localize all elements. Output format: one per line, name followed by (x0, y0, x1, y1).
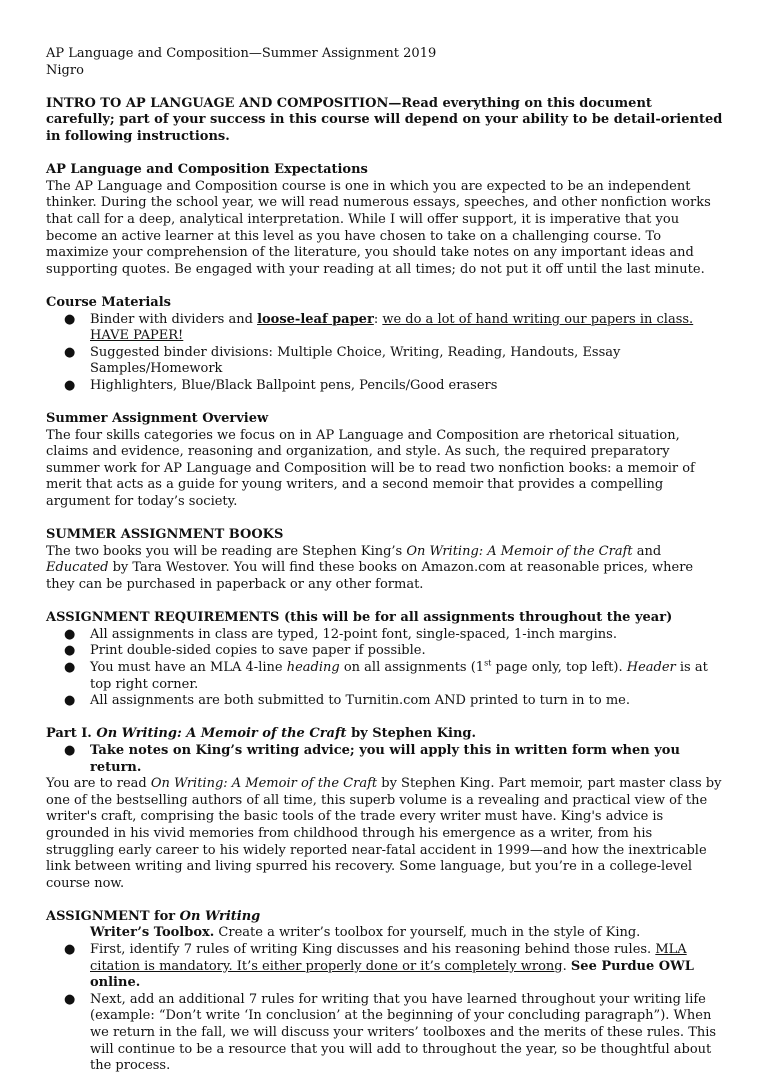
books-body: The two books you will be reading are Stephen King’s On Writing: A Memoir of the Craft and Educated by Tara Westover. You will find these books on Amazon.com at reasonable prices, where they can be purchased in paperback or any other format. (46, 543, 694, 592)
materials-list (46, 312, 724, 395)
intro-paragraph: INTRO TO AP LANGUAGE AND COMPOSITION—Read everything on this document carefully; part of your success in this course will depend on your ability to be detail-oriented in following instructions. (46, 95, 723, 144)
toolbox-line: Writer’s Toolbox. Create a writer’s toolbox for yourself, much in the style of King. (90, 925, 641, 941)
list-item: ● Suggested binder divisions: Multiple Choice, Writing, Reading, Handouts, Essay Samples/Homework (64, 344, 621, 377)
books-heading: SUMMER ASSIGNMENT BOOKS (46, 527, 284, 543)
expectations-heading: AP Language and Composition Expectations (46, 162, 368, 178)
overview-body: The four skills categories we focus on in AP Language and Composition are rhetorical situation, claims and evidence, reasoning and organization, and style. As such, the required preparatory summer work for AP Language and Composition will be to read two nonfiction books: a memoir of merit that acts as a guide for young writers, and a second memoir that provides a compelling argument for today’s society. (46, 427, 695, 510)
list-item: ● Take notes on King’s writing advice; you will apply this in written form when you return. (64, 742, 680, 775)
header-line-1: AP Language and Composition—Summer Assignment 2019 (46, 46, 437, 61)
requirements-list (46, 627, 724, 710)
list-item: ● Highlighters, Blue/Black Ballpoint pens, Pencils/Good erasers (64, 377, 498, 393)
requirements-heading: ASSIGNMENT REQUIREMENTS (this will be for all assignments throughout the year) (46, 610, 673, 626)
list-item: ● You must have an MLA 4-line heading on all assignments (1st page only, top left). Header is at top right corner. (64, 658, 708, 692)
part1-list (46, 743, 724, 776)
overview-heading: Summer Assignment Overview (46, 411, 269, 427)
list-item: ● All assignments are both submitted to Turnitin.com AND printed to turn in to me. (64, 693, 630, 709)
list-item: ● All assignments in class are typed, 12-point font, single-spaced, 1-inch margins. (64, 626, 617, 642)
header-line-2: Nigro (46, 62, 84, 78)
list-item: ● Next, add an additional 7 rules for writing that you have learned throughout your writing life (example: “Don’t write ‘In conclusion’ at the beginning of your concluding paragraph”). When we return in the fall, we will discuss your writers’ toolboxes and the merits of these rules. This will continue to be a resource that you will add to throughout the year, so be thoughtful about the process. (64, 991, 717, 1074)
part1-body: You are to read On Writing: A Memoir of the Craft by Stephen King. Part memoir, part master class by one of the bestselling authors of all time, this superb volume is a revealing and practical view of the writer's craft, comprising the basic tools of the trade every writer must have. King's advice is grounded in his vivid memories from childhood through his emergence as a writer, from his struggling early career to his widely reported near-fatal accident in 1999—and how the inextricable link between writing and living spurred his recovery. Some language, but you’re in a college-level course now. (46, 776, 722, 891)
list-item: ● Binder with dividers and loose-leaf paper: we do a lot of hand writing our papers in class. HAVE PAPER! (64, 311, 694, 344)
expectations-body: The AP Language and Composition course is one in which you are expected to be an independent thinker. During the school year, we will read numerous essays, speeches, and other nonfiction works that call for a deep, analytical interpretation. While I will offer support, it is imperative that you become an active learner at this level as you have chosen to take on a challenging course. To maximize your comprehension of the literature, you should take notes on any important ideas and supporting quotes. Be engaged with your reading at all times; do not put it off until the last minute. (46, 178, 711, 277)
materials-heading: Course Materials (46, 294, 171, 310)
list-item: ● Print double-sided copies to save paper if possible. (64, 643, 426, 659)
part1-heading: Part I. On Writing: A Memoir of the Craft by Stephen King. (46, 726, 477, 742)
assignment-list (46, 942, 724, 1075)
list-item: ● First, identify 7 rules of writing King discusses and his reasoning behind those rules. MLA citation is mandatory. It’s either properly done or it’s completely wrong. See Purdue OWL online. (64, 942, 694, 991)
assignment-heading: ASSIGNMENT for On Writing (46, 908, 261, 924)
